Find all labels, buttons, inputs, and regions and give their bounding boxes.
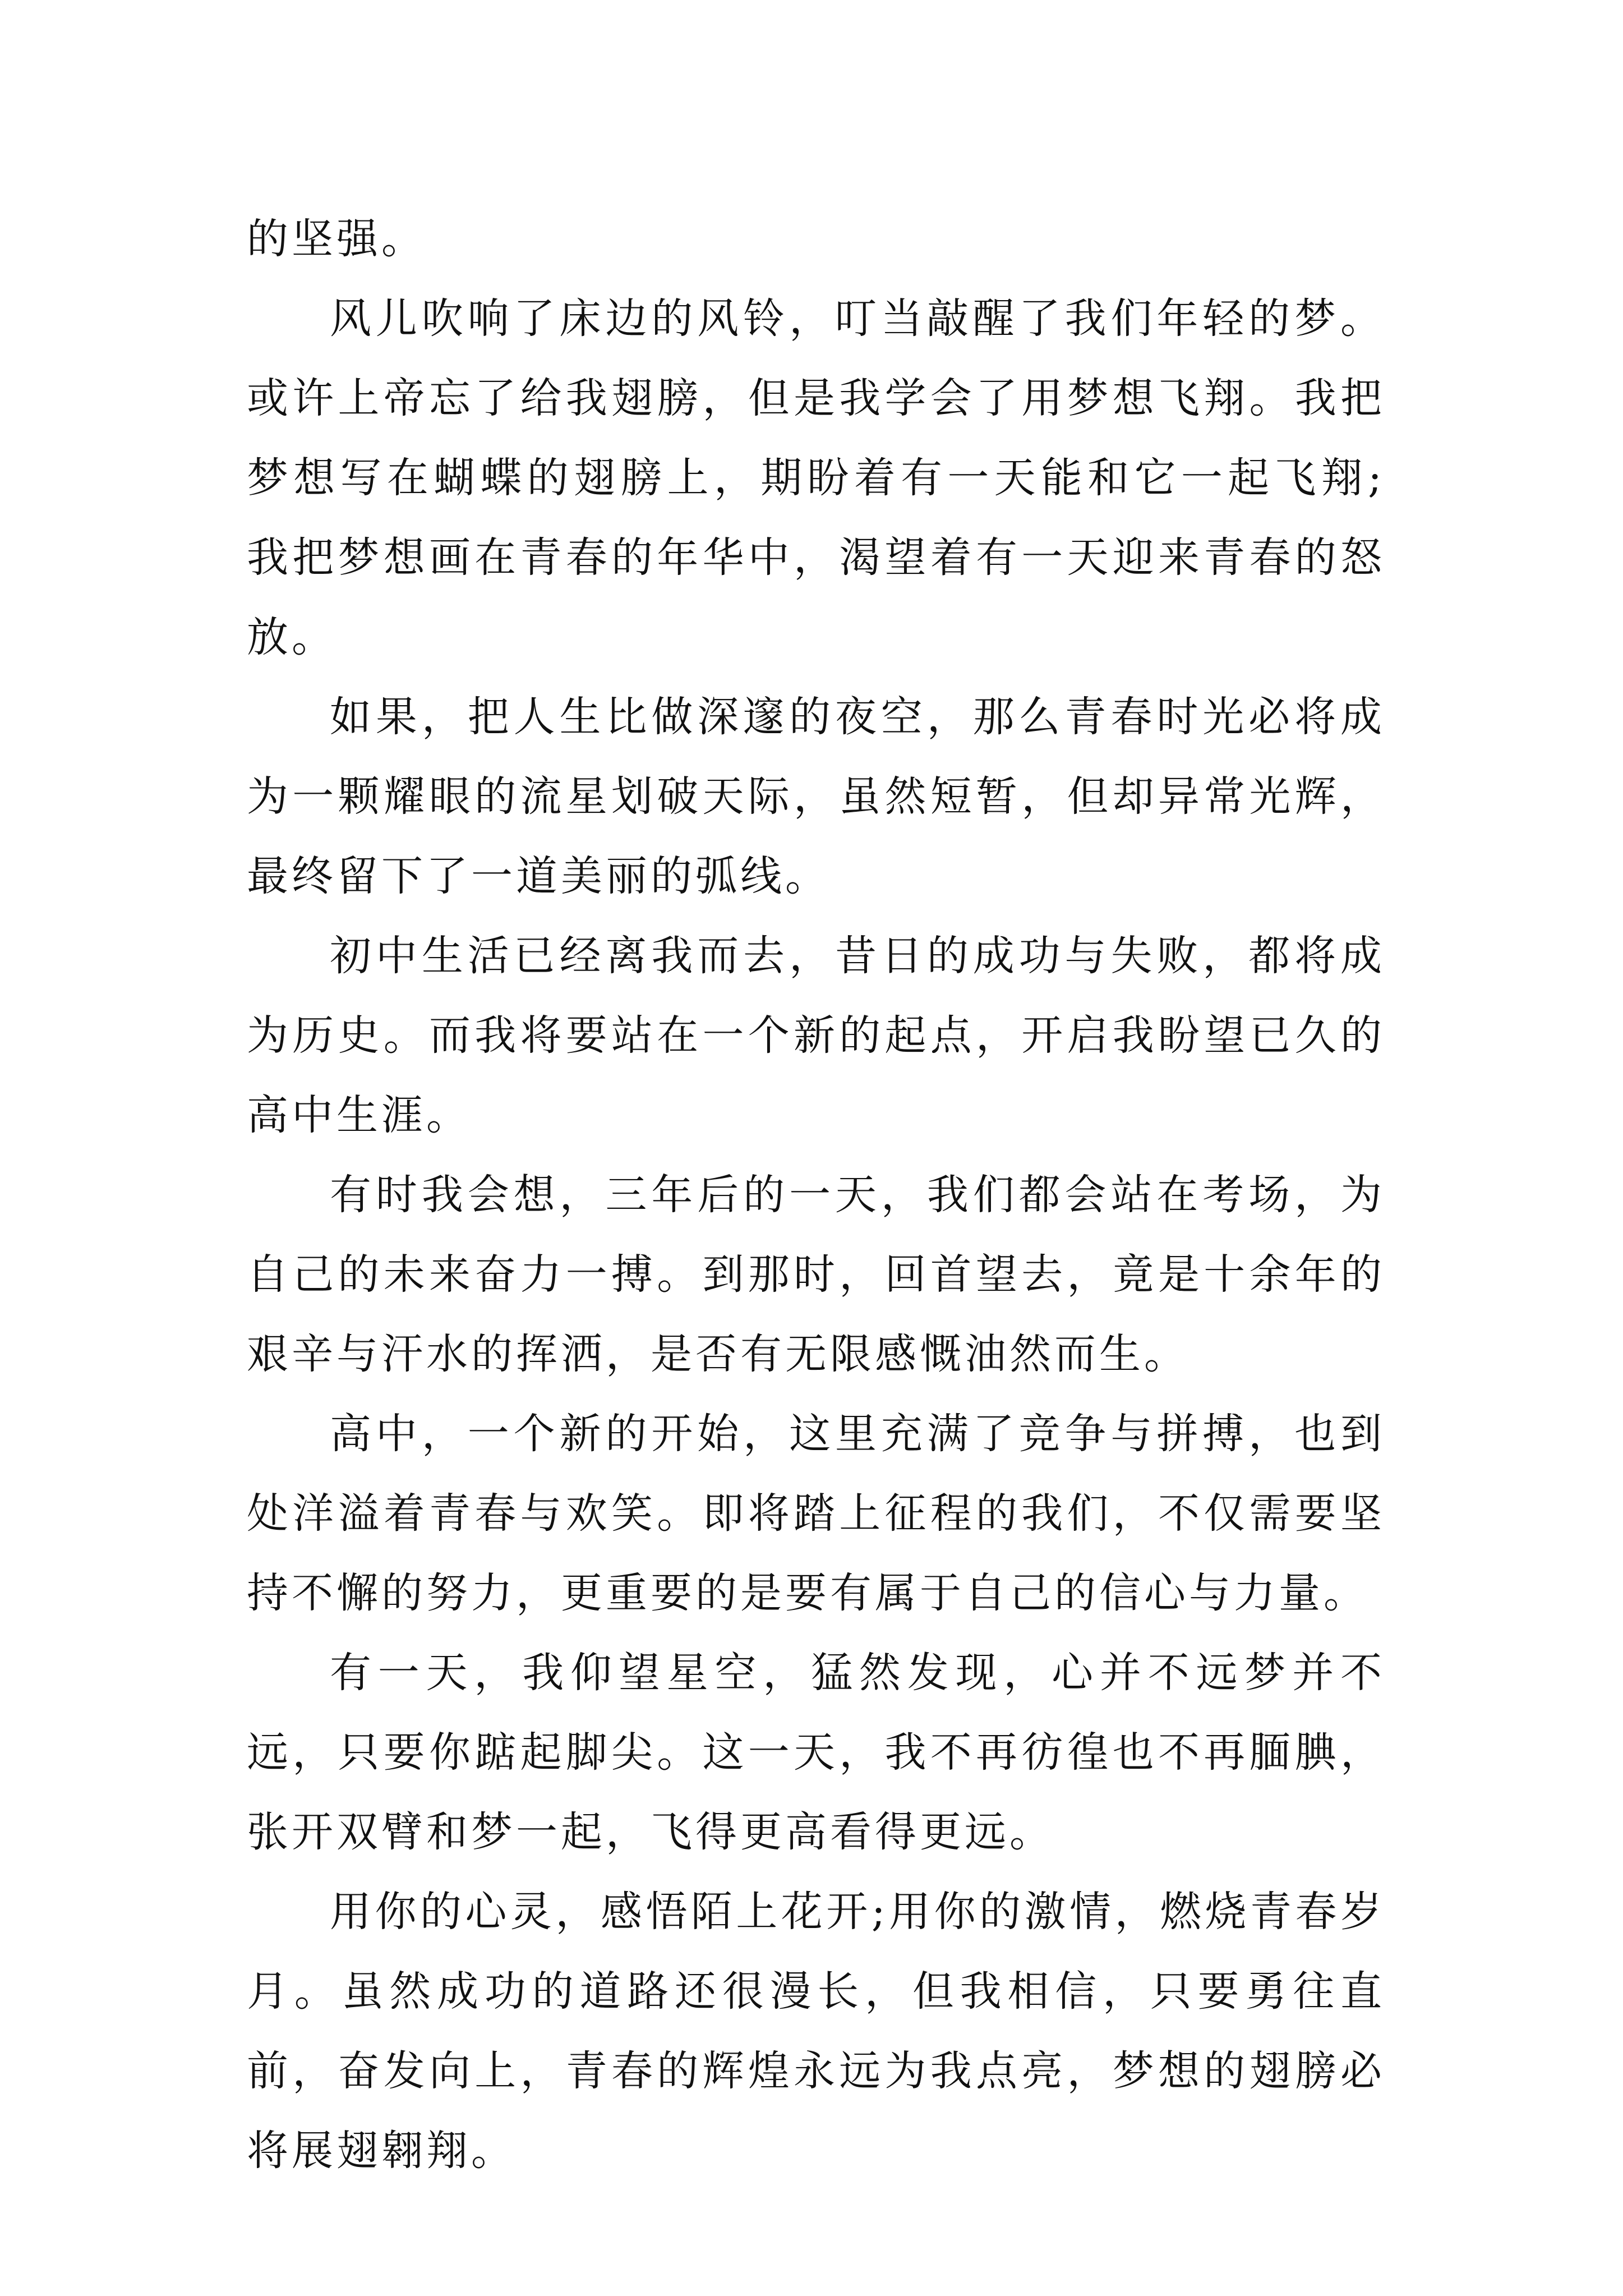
- paragraph-3: 如果，把人生比做深邃的夜空，那么青春时光必将成为一颗耀眼的流星划破天际，虽然短暂，但却异常光辉，最终留下了一道美丽的弧线。: [247, 693, 1385, 900]
- paragraph-4: 初中生活已经离我而去，昔日的成功与失败，都将成为历史。而我将要站在一个新的起点，开启我盼望已久的高中生涯。: [247, 932, 1385, 1139]
- paragraph-5: 有时我会想，三年后的一天，我们都会站在考场，为自己的未来奋力一搏。到那时，回首望去，竟是十余年的艰辛与汗水的挥洒，是否有无限感慨油然而生。: [247, 1171, 1385, 1378]
- paragraph-2: 风儿吹响了床边的风铃，叮当敲醒了我们年轻的梦。或许上帝忘了给我翅膀，但是我学会了用梦想飞翔。我把梦想写在蝴蝶的翅膀上，期盼着有一天能和它一起飞翔;我把梦想画在青春的年华中，渴望着有一天迎来青春的怒放。: [247, 295, 1385, 661]
- essay-body: [247, 199, 1385, 2191]
- paragraph-1: 的坚强。: [247, 215, 426, 263]
- paragraph-8: 用你的心灵，感悟陌上花开;用你的激情，燃烧青春岁月。虽然成功的道路还很漫长，但我相信，只要勇往直前，奋发向上，青春的辉煌永远为我点亮，梦想的翅膀必将展翅翱翔。: [247, 1888, 1385, 2175]
- paragraph-6: 高中，一个新的开始，这里充满了竞争与拼搏，也到处洋溢着青春与欢笑。即将踏上征程的我们，不仅需要坚持不懈的努力，更重要的是要有属于自己的信心与力量。: [247, 1410, 1385, 1617]
- paragraph-7: 有一天，我仰望星空，猛然发现，心并不远梦并不远，只要你踮起脚尖。这一天，我不再彷徨也不再腼腆，张开双臂和梦一起，飞得更高看得更远。: [247, 1649, 1385, 1856]
